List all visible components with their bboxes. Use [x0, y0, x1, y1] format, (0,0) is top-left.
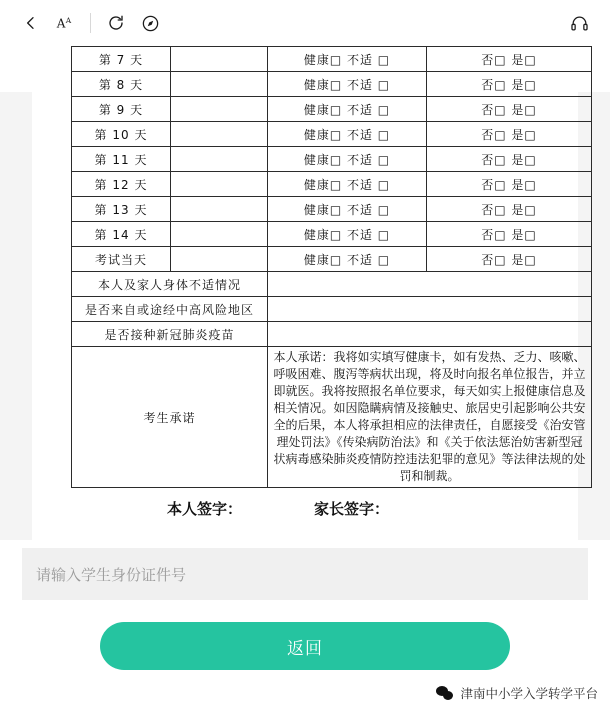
table-row [72, 297, 592, 322]
table-row [72, 122, 592, 147]
cell-yesno: 否□ 是□ [427, 122, 592, 147]
cell-extra-value [268, 297, 592, 322]
wechat-logo-icon [436, 686, 454, 701]
cell-day: 第 13 天 [72, 197, 171, 222]
cell-health: 健康□ 不适 □ [268, 197, 427, 222]
cell-pledge-label: 考生承诺 [72, 347, 268, 488]
compass-icon[interactable] [133, 6, 167, 40]
table-row [72, 97, 592, 122]
cell-blank [171, 47, 268, 72]
cell-yesno: 否□ 是□ [427, 72, 592, 97]
cell-day: 第 12 天 [72, 172, 171, 197]
cell-yesno: 否□ 是□ [427, 247, 592, 272]
cell-day: 第 14 天 [72, 222, 171, 247]
table-row [72, 147, 592, 172]
cell-day: 第 8 天 [72, 72, 171, 97]
cell-day: 第 11 天 [72, 147, 171, 172]
table-row [72, 322, 592, 347]
table-row [72, 47, 592, 72]
toolbar-divider [90, 13, 91, 33]
student-id-input[interactable]: 请输入学生身份证件号 [22, 548, 588, 600]
cell-day: 第 9 天 [72, 97, 171, 122]
cell-health: 健康□ 不适 □ [268, 122, 427, 147]
cell-extra-value [268, 272, 592, 297]
table-row-pledge [72, 347, 592, 488]
cell-yesno: 否□ 是□ [427, 222, 592, 247]
cell-extra-label: 是否来自或途经中高风险地区 [72, 297, 268, 322]
cell-day: 第 7 天 [72, 47, 171, 72]
font-size-icon[interactable] [48, 6, 82, 40]
cell-blank [171, 247, 268, 272]
cell-blank [171, 122, 268, 147]
table-row [72, 247, 592, 272]
cell-blank [171, 147, 268, 172]
cell-extra-label: 本人及家人身体不适情况 [72, 272, 268, 297]
cell-blank [171, 97, 268, 122]
refresh-icon[interactable] [99, 6, 133, 40]
footer-account [436, 684, 598, 702]
back-icon[interactable] [14, 6, 48, 40]
cell-health: 健康□ 不适 □ [268, 172, 427, 197]
browser-toolbar [0, 0, 610, 46]
parent-signature-label: 家长签字： [314, 500, 390, 518]
cell-health: 健康□ 不适 □ [268, 222, 427, 247]
headphones-icon[interactable] [562, 6, 596, 40]
cell-yesno: 否□ 是□ [427, 197, 592, 222]
signature-row [32, 498, 578, 519]
cell-health: 健康□ 不适 □ [268, 147, 427, 172]
table-row [72, 72, 592, 97]
cell-health: 健康□ 不适 □ [268, 47, 427, 72]
cell-yesno: 否□ 是□ [427, 97, 592, 122]
cell-blank [171, 172, 268, 197]
cell-extra-value [268, 322, 592, 347]
cell-health: 健康□ 不适 □ [268, 72, 427, 97]
self-signature-label: 本人签字： [167, 500, 243, 518]
cell-pledge-text: 本人承诺：我将如实填写健康卡，如有发热、乏力、咳嗽、呼吸困难、腹泻等病状出现，将及时向报名单位报告，并立即就医。我将按照报名单位要求，每天如实上报健康信息及相关情况。如因隐瞒病情及接触史、旅居史引起影响公共安全的后果，本人将承担相应的法律责任，自愿接受《治安管理处罚法》《传染病防治法》和《关于依法惩治妨害新型冠状病毒感染肺炎疫情防控违法犯罪的意见》等法律法规的处罚和制裁。 [268, 347, 592, 488]
cell-blank [171, 72, 268, 97]
svg-text:A: A [56, 16, 66, 31]
cell-blank [171, 222, 268, 247]
table-row [72, 172, 592, 197]
health-declaration-table [71, 46, 592, 488]
table-row [72, 222, 592, 247]
cell-yesno: 否□ 是□ [427, 172, 592, 197]
cell-extra-label: 是否接种新冠肺炎疫苗 [72, 322, 268, 347]
document-viewer[interactable] [0, 46, 610, 540]
bottom-panel [0, 540, 610, 710]
svg-text:A: A [65, 16, 72, 25]
cell-day: 考试当天 [72, 247, 171, 272]
table-row [72, 272, 592, 297]
document-page [32, 46, 586, 551]
back-button[interactable]: 返回 [100, 622, 510, 670]
table-body [72, 47, 592, 488]
cell-health: 健康□ 不适 □ [268, 97, 427, 122]
cell-yesno: 否□ 是□ [427, 47, 592, 72]
account-name: 津南中小学入学转学平台 [460, 686, 598, 701]
cell-day: 第 10 天 [72, 122, 171, 147]
cell-blank [171, 197, 268, 222]
cell-yesno: 否□ 是□ [427, 147, 592, 172]
page-margin-left [0, 92, 32, 586]
table-row [72, 197, 592, 222]
cell-health: 健康□ 不适 □ [268, 247, 427, 272]
